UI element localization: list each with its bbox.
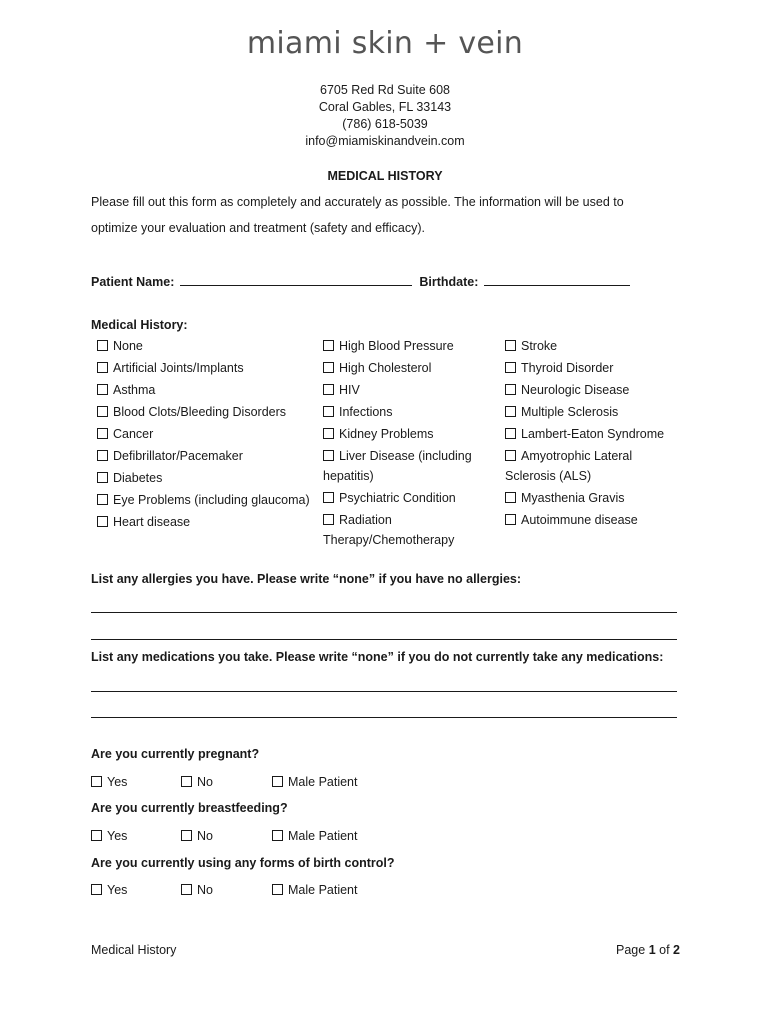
checkbox-icon	[505, 362, 516, 373]
birth-control-male-patient[interactable]: Male Patient	[272, 883, 357, 897]
checkbox-icon	[505, 406, 516, 417]
radiation-label-cont: Therapy/Chemotherapy	[323, 533, 455, 547]
page-title: MEDICAL HISTORY	[327, 169, 443, 183]
checkbox-high-cholesterol[interactable]: High Cholesterol	[323, 361, 431, 375]
checkbox-blood-clots[interactable]: Blood Clots/Bleeding Disorders	[97, 405, 286, 419]
birthdate-label: Birthdate:	[419, 275, 479, 289]
checkbox-eye-problems[interactable]: Eye Problems (including glaucoma)	[97, 493, 310, 507]
liver-disease-label-cont: hepatitis)	[323, 469, 374, 483]
checkbox-infections[interactable]: Infections	[323, 405, 393, 419]
checkbox-icon	[323, 514, 334, 525]
page-current: 1	[648, 943, 656, 957]
checkbox-neurologic-disease[interactable]: Neurologic Disease	[505, 383, 629, 397]
checkbox-hiv[interactable]: HIV	[323, 383, 360, 397]
checkbox-radiation[interactable]: Radiation	[323, 513, 392, 527]
checkbox-icon	[505, 492, 516, 503]
page-prefix: Page	[616, 943, 646, 957]
checkbox-thyroid-disorder[interactable]: Thyroid Disorder	[505, 361, 613, 375]
checkbox-icon	[323, 428, 334, 439]
question-breastfeeding: Are you currently breastfeeding?	[91, 801, 288, 815]
allergies-line-1[interactable]	[91, 612, 677, 613]
birth-control-no[interactable]: No	[181, 883, 213, 897]
patient-name-label: Patient Name:	[91, 275, 175, 289]
checkbox-icon	[91, 830, 102, 841]
checkbox-als[interactable]: Amyotrophic Lateral	[505, 449, 632, 463]
patient-row	[91, 273, 630, 289]
question-birth-control: Are you currently using any forms of birth control?	[91, 856, 395, 870]
medical-history-label: Medical History:	[91, 318, 188, 332]
checkbox-icon	[505, 384, 516, 395]
checkbox-high-blood-pressure[interactable]: High Blood Pressure	[323, 339, 454, 353]
checkbox-icon	[323, 406, 334, 417]
checkbox-icon	[505, 450, 516, 461]
checkbox-icon	[97, 472, 108, 483]
patient-name-field[interactable]	[180, 273, 412, 286]
checkbox-icon	[97, 406, 108, 417]
checkbox-icon	[323, 384, 334, 395]
checkbox-icon	[97, 516, 108, 527]
checkbox-lambert-eaton[interactable]: Lambert-Eaton Syndrome	[505, 427, 664, 441]
checkbox-none[interactable]: None	[97, 339, 143, 353]
address-line-2: Coral Gables, FL 33143	[318, 100, 452, 114]
checkbox-icon	[323, 340, 334, 351]
checkbox-stroke[interactable]: Stroke	[505, 339, 557, 353]
question-pregnant: Are you currently pregnant?	[91, 747, 260, 761]
address-line-1: 6705 Red Rd Suite 608	[320, 83, 450, 97]
breastfeeding-male-patient[interactable]: Male Patient	[272, 829, 357, 843]
phone: (786) 618-5039	[342, 117, 428, 131]
checkbox-asthma[interactable]: Asthma	[97, 383, 155, 397]
checkbox-icon	[505, 514, 516, 525]
allergies-line-2[interactable]	[91, 639, 677, 640]
checkbox-icon	[91, 776, 102, 787]
checkbox-icon	[323, 492, 334, 503]
checkbox-icon	[91, 884, 102, 895]
checkbox-icon	[97, 450, 108, 461]
checkbox-artificial-joints[interactable]: Artificial Joints/Implants	[97, 361, 244, 375]
checkbox-icon	[97, 340, 108, 351]
checkbox-cancer[interactable]: Cancer	[97, 427, 153, 441]
pregnant-yes[interactable]: Yes	[91, 775, 127, 789]
pregnant-male-patient[interactable]: Male Patient	[272, 775, 357, 789]
checkbox-icon	[505, 340, 516, 351]
logo: miami skin + vein	[246, 26, 524, 61]
checkbox-icon	[181, 830, 192, 841]
footer-title: Medical History	[91, 943, 177, 957]
medications-line-2[interactable]	[91, 717, 677, 718]
checkbox-icon	[181, 776, 192, 787]
checkbox-heart-disease[interactable]: Heart disease	[97, 515, 190, 529]
checkbox-icon	[323, 362, 334, 373]
page-of: of	[659, 943, 670, 957]
pregnant-no[interactable]: No	[181, 775, 213, 789]
checkbox-icon	[272, 776, 283, 787]
checkbox-psychiatric-condition[interactable]: Psychiatric Condition	[323, 491, 456, 505]
breastfeeding-no[interactable]: No	[181, 829, 213, 843]
als-label-cont: Sclerosis (ALS)	[505, 469, 592, 483]
checkbox-liver-disease[interactable]: Liver Disease (including	[323, 449, 472, 463]
checkbox-myasthenia-gravis[interactable]: Myasthenia Gravis	[505, 491, 625, 505]
birthdate-field[interactable]	[484, 273, 630, 286]
checkbox-icon	[272, 830, 283, 841]
page-total: 2	[673, 943, 680, 957]
checkbox-icon	[505, 428, 516, 439]
checkbox-defibrillator[interactable]: Defibrillator/Pacemaker	[97, 449, 243, 463]
checkbox-multiple-sclerosis[interactable]: Multiple Sclerosis	[505, 405, 618, 419]
checkbox-icon	[181, 884, 192, 895]
checkbox-autoimmune-disease[interactable]: Autoimmune disease	[505, 513, 638, 527]
birth-control-yes[interactable]: Yes	[91, 883, 127, 897]
checkbox-icon	[97, 362, 108, 373]
checkbox-icon	[97, 428, 108, 439]
checkbox-icon	[97, 384, 108, 395]
checkbox-kidney-problems[interactable]: Kidney Problems	[323, 427, 434, 441]
checkbox-icon	[323, 450, 334, 461]
checkbox-icon	[97, 494, 108, 505]
medications-prompt: List any medications you take. Please write “none” if you do not currently take any medications:	[91, 650, 664, 664]
page-number	[616, 943, 680, 957]
breastfeeding-yes[interactable]: Yes	[91, 829, 127, 843]
checkbox-diabetes[interactable]: Diabetes	[97, 471, 162, 485]
email: info@miamiskinandvein.com	[305, 134, 465, 148]
intro-text-line-2: optimize your evaluation and treatment (safety and efficacy).	[91, 221, 425, 235]
checkbox-icon	[272, 884, 283, 895]
medications-line-1[interactable]	[91, 691, 677, 692]
allergies-prompt: List any allergies you have. Please write “none” if you have no allergies:	[91, 572, 522, 586]
intro-text-line-1: Please fill out this form as completely and accurately as possible. The information will be used to	[91, 195, 624, 209]
